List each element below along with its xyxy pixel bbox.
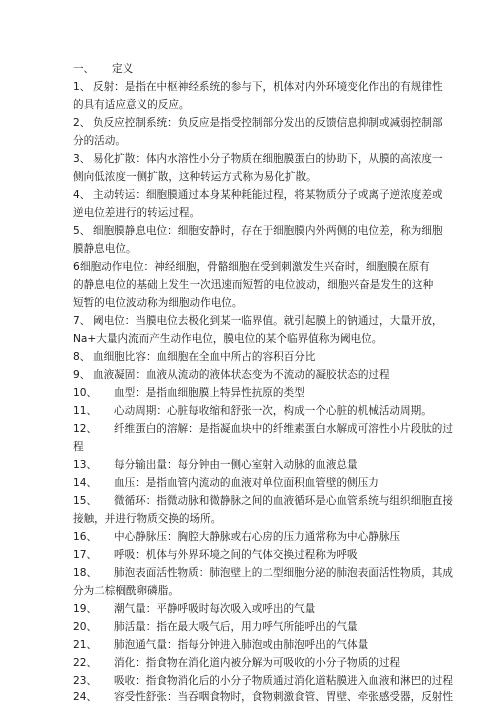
definition-item	[0, 151, 500, 167]
item-number: 17、	[73, 549, 98, 561]
item-text: 负反应控制系统：负反应是指受控制部分发出的反馈信息抑制或减弱控制部	[93, 117, 443, 129]
section-heading	[0, 61, 500, 77]
item-text: 反射：是指在中枢神经系统的参与下，机体对内外环境变化作出的有规律性	[93, 81, 443, 93]
definition-item	[0, 529, 500, 545]
item-number: 14、	[73, 477, 98, 489]
definition-item	[0, 403, 500, 419]
definition-item	[0, 421, 500, 437]
item-number: 11、	[73, 405, 98, 417]
item-number: 18、	[73, 567, 98, 579]
heading-text: 定义	[112, 63, 134, 75]
item-continuation	[0, 295, 500, 311]
item-text: 微循环：指微动脉和微静脉之间的血液循环是心血管系统与组织细胞直接	[114, 495, 453, 507]
item-text: 吸收：指食物消化后的小分子物质通过消化道粘膜进入血液和淋巴的过程	[114, 675, 453, 687]
item-number: 6	[73, 261, 80, 273]
item-text: 主动转运：细胞膜通过本身某种耗能过程，将某物质分子或离子逆浓度差或	[93, 189, 443, 201]
item-text: 血型：是指血细胞膜上特异性抗原的类型	[114, 387, 305, 399]
item-text: 中心静脉压：胸腔大静脉或右心房的压力通常称为中心静脉压	[114, 531, 401, 543]
definition-item	[0, 349, 500, 365]
continuation-text: 膜静息电位。	[73, 243, 137, 255]
item-number: 7、	[73, 315, 91, 327]
definition-item	[0, 313, 500, 329]
definition-item	[0, 223, 500, 239]
item-text: 潮气量：平静呼吸时每次吸入或呼出的气量	[114, 603, 316, 615]
continuation-text: 的静息电位的基础上发生一次迅速而短暂的电位波动，细胞兴奋是发生的这种	[73, 279, 434, 291]
continuation-text: Na+大量内流而产生动作电位，膜电位的某个临界值称为阈电位。	[73, 333, 383, 345]
item-text: 血压：是指血管内流动的血液对单位面积血管壁的侧压力	[114, 477, 379, 489]
definition-item	[0, 565, 500, 581]
heading-number: 一、	[73, 63, 95, 75]
item-number: 15、	[73, 495, 98, 507]
item-text: 呼吸：机体与外界环境之间的气体交换过程称为呼吸	[114, 549, 358, 561]
continuation-text: 接触，并进行物质交换的场所。	[73, 513, 222, 525]
item-number: 24、	[73, 691, 98, 703]
definition-item	[0, 601, 500, 617]
definition-item	[0, 115, 500, 131]
item-text: 血液凝固：血液从流动的液体状态变为不流动的凝胶状态的过程	[93, 369, 390, 381]
definition-item	[0, 547, 500, 563]
continuation-text: 程	[73, 441, 84, 453]
item-number: 4、	[73, 189, 91, 201]
item-number: 2、	[73, 117, 91, 129]
continuation-text: 分的活动。	[73, 135, 126, 147]
definition-item	[0, 457, 500, 473]
continuation-text: 侧向低浓度一侧扩散，这种转运方式称为易化扩散。	[73, 171, 317, 183]
item-text: 细胞动作电位：神经细胞，骨骼细胞在受到刺激发生兴奋时，细胞膜在原有	[80, 261, 430, 273]
item-number: 5、	[73, 225, 91, 237]
definition-item	[0, 475, 500, 491]
definition-item	[0, 385, 500, 401]
item-text: 容受性舒张：当吞咽食物时，食物刺激食管、胃壁、牵张感受器，反射性	[114, 691, 453, 703]
item-number: 12、	[73, 423, 98, 435]
item-continuation	[0, 511, 500, 527]
item-text: 细胞膜静息电位：细胞安静时，存在于细胞膜内外两侧的电位差，称为细胞	[93, 225, 443, 237]
definition-item	[0, 689, 500, 705]
item-number: 9、	[73, 369, 91, 381]
definition-item	[0, 637, 500, 653]
item-text: 易化扩散：体内水溶性小分子物质在细胞膜蛋白的协助下，从膜的高浓度一	[93, 153, 443, 165]
item-text: 每分输出量：每分钟由一侧心室射入动脉的血液总量	[114, 459, 358, 471]
item-number: 23、	[73, 675, 98, 687]
item-number: 13、	[73, 459, 98, 471]
continuation-text: 的具有适应意义的反应。	[73, 99, 190, 111]
item-number: 21、	[73, 639, 98, 651]
item-text: 肺泡表面活性物质：肺泡壁上的二型细胞分泌的肺泡表面活性物质，其成	[114, 567, 453, 579]
continuation-text: 短暂的电位波动称为细胞动作电位。	[73, 297, 243, 309]
item-text: 纤维蛋白的溶解：是指凝血块中的纤维素蛋白水解成可溶性小片段肽的过	[114, 423, 453, 435]
item-continuation	[0, 241, 500, 257]
item-text: 阈电位：当膜电位去极化到某一临界值。就引起膜上的钠通过，大量开放，	[93, 315, 443, 327]
item-continuation	[0, 97, 500, 113]
item-continuation	[0, 331, 500, 347]
item-number: 3、	[73, 153, 91, 165]
item-number: 10、	[73, 387, 98, 399]
definition-item	[0, 655, 500, 671]
definition-item	[0, 673, 500, 689]
definition-item	[0, 367, 500, 383]
definition-item	[0, 619, 500, 635]
continuation-text: 逆电位差进行的转运过程。	[73, 207, 201, 219]
continuation-text: 分为二棕榈酰卵磷脂。	[73, 585, 179, 597]
item-continuation	[0, 205, 500, 221]
item-number: 16、	[73, 531, 98, 543]
item-continuation	[0, 277, 500, 293]
item-text: 消化：指食物在消化道内被分解为可吸收的小分子物质的过程	[114, 657, 401, 669]
definition-item	[0, 79, 500, 95]
definition-item	[0, 259, 500, 275]
item-text: 肺活量：指在最大吸气后，用力呼气所能呼出的气量	[114, 621, 358, 633]
item-continuation	[0, 439, 500, 455]
definition-item	[0, 187, 500, 203]
item-text: 血细胞比容：血细胞在全血中所占的容积百分比	[93, 351, 316, 363]
item-continuation	[0, 583, 500, 599]
item-number: 8、	[73, 351, 91, 363]
item-number: 20、	[73, 621, 98, 633]
item-number: 19、	[73, 603, 98, 615]
definition-item	[0, 493, 500, 509]
item-text: 肺泡通气量：指每分钟进入肺泡或由肺泡呼出的气体量	[114, 639, 369, 651]
item-number: 22、	[73, 657, 98, 669]
item-continuation	[0, 169, 500, 185]
item-number: 1、	[73, 81, 91, 93]
item-text: 心动周期：心脏每收缩和舒张一次，构成一个心脏的机械活动周期。	[114, 405, 432, 417]
item-continuation	[0, 133, 500, 149]
